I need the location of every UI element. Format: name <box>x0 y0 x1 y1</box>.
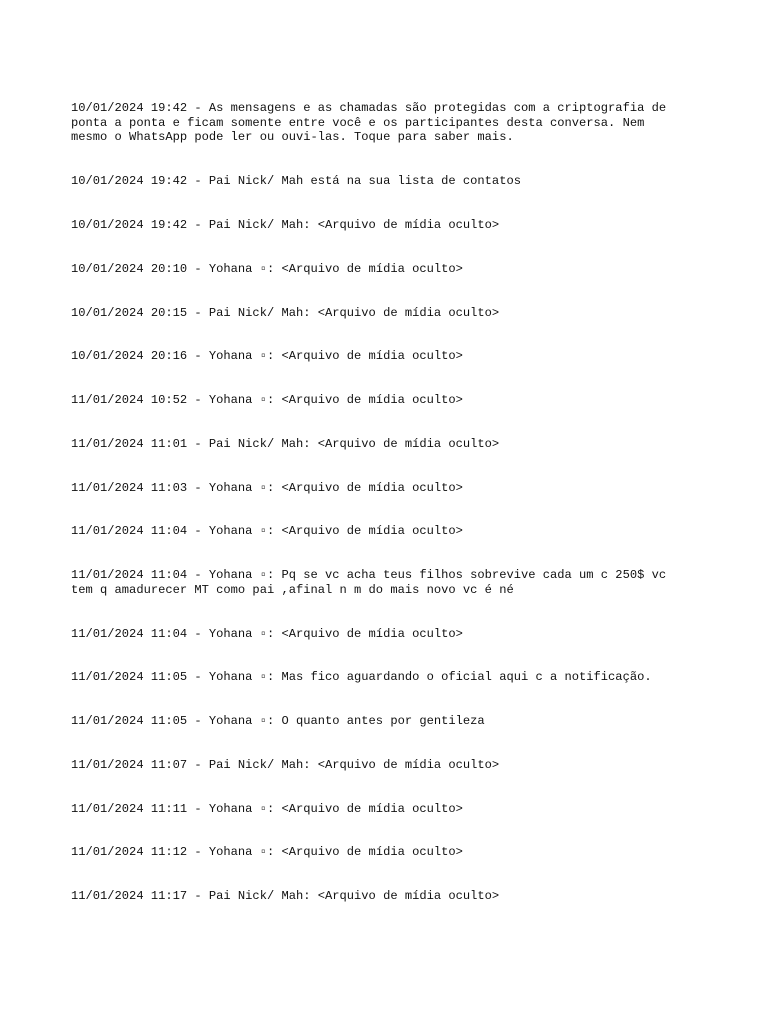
chat-line: 11/01/2024 10:52 - Yohana ▫: <Arquivo de mídia oculto> <box>71 393 463 408</box>
chat-line: 10/01/2024 20:15 - Pai Nick/ Mah: <Arquivo de mídia oculto> <box>71 305 500 320</box>
chat-line: 11/01/2024 11:01 - Pai Nick/ Mah: <Arquivo de mídia oculto> <box>71 436 500 451</box>
chat-line: 11/01/2024 11:07 - Pai Nick/ Mah: <Arquivo de mídia oculto> <box>71 757 500 772</box>
chat-line: 11/01/2024 11:05 - Yohana ▫: O quanto antes por gentileza <box>71 714 485 729</box>
chat-line: 11/01/2024 11:03 - Yohana ▫: <Arquivo de mídia oculto> <box>71 480 463 495</box>
chat-line-long: 11/01/2024 11:04 - Yohana ▫: Pq se vc acha teus filhos sobrevive cada um c 250$ vc tem q amadurecer MT como pai ,afinal n m do mais novo vc é né <box>71 568 667 597</box>
chat-line: 11/01/2024 11:12 - Yohana ▫: <Arquivo de mídia oculto> <box>71 845 463 860</box>
chat-line: 11/01/2024 11:11 - Yohana ▫: <Arquivo de mídia oculto> <box>71 801 463 816</box>
chat-line: 10/01/2024 20:16 - Yohana ▫: <Arquivo de mídia oculto> <box>71 349 463 364</box>
chat-line: 11/01/2024 11:04 - Yohana ▫: <Arquivo de mídia oculto> <box>71 626 463 641</box>
system-message-contact: 10/01/2024 19:42 - Pai Nick/ Mah está na sua lista de contatos <box>71 174 521 189</box>
system-message-encryption-notice: 10/01/2024 19:42 - As mensagens e as chamadas são protegidas com a criptografia de ponta a ponta e ficam somente entre você e os participantes desta conversa. Nem mesmo o WhatsApp pode ler ou ouvi-las. Toque para saber mais. <box>71 101 667 145</box>
chat-line: 11/01/2024 11:04 - Yohana ▫: <Arquivo de mídia oculto> <box>71 524 463 539</box>
chat-export-text <box>71 72 711 933</box>
chat-line: 10/01/2024 20:10 - Yohana ▫: <Arquivo de mídia oculto> <box>71 261 463 276</box>
chat-line: 11/01/2024 11:05 - Yohana ▫: Mas fico aguardando o oficial aqui c a notificação. <box>71 670 652 685</box>
chat-line: 11/01/2024 11:17 - Pai Nick/ Mah: <Arquivo de mídia oculto> <box>71 889 500 904</box>
chat-line: 10/01/2024 19:42 - Pai Nick/ Mah: <Arquivo de mídia oculto> <box>71 217 500 232</box>
